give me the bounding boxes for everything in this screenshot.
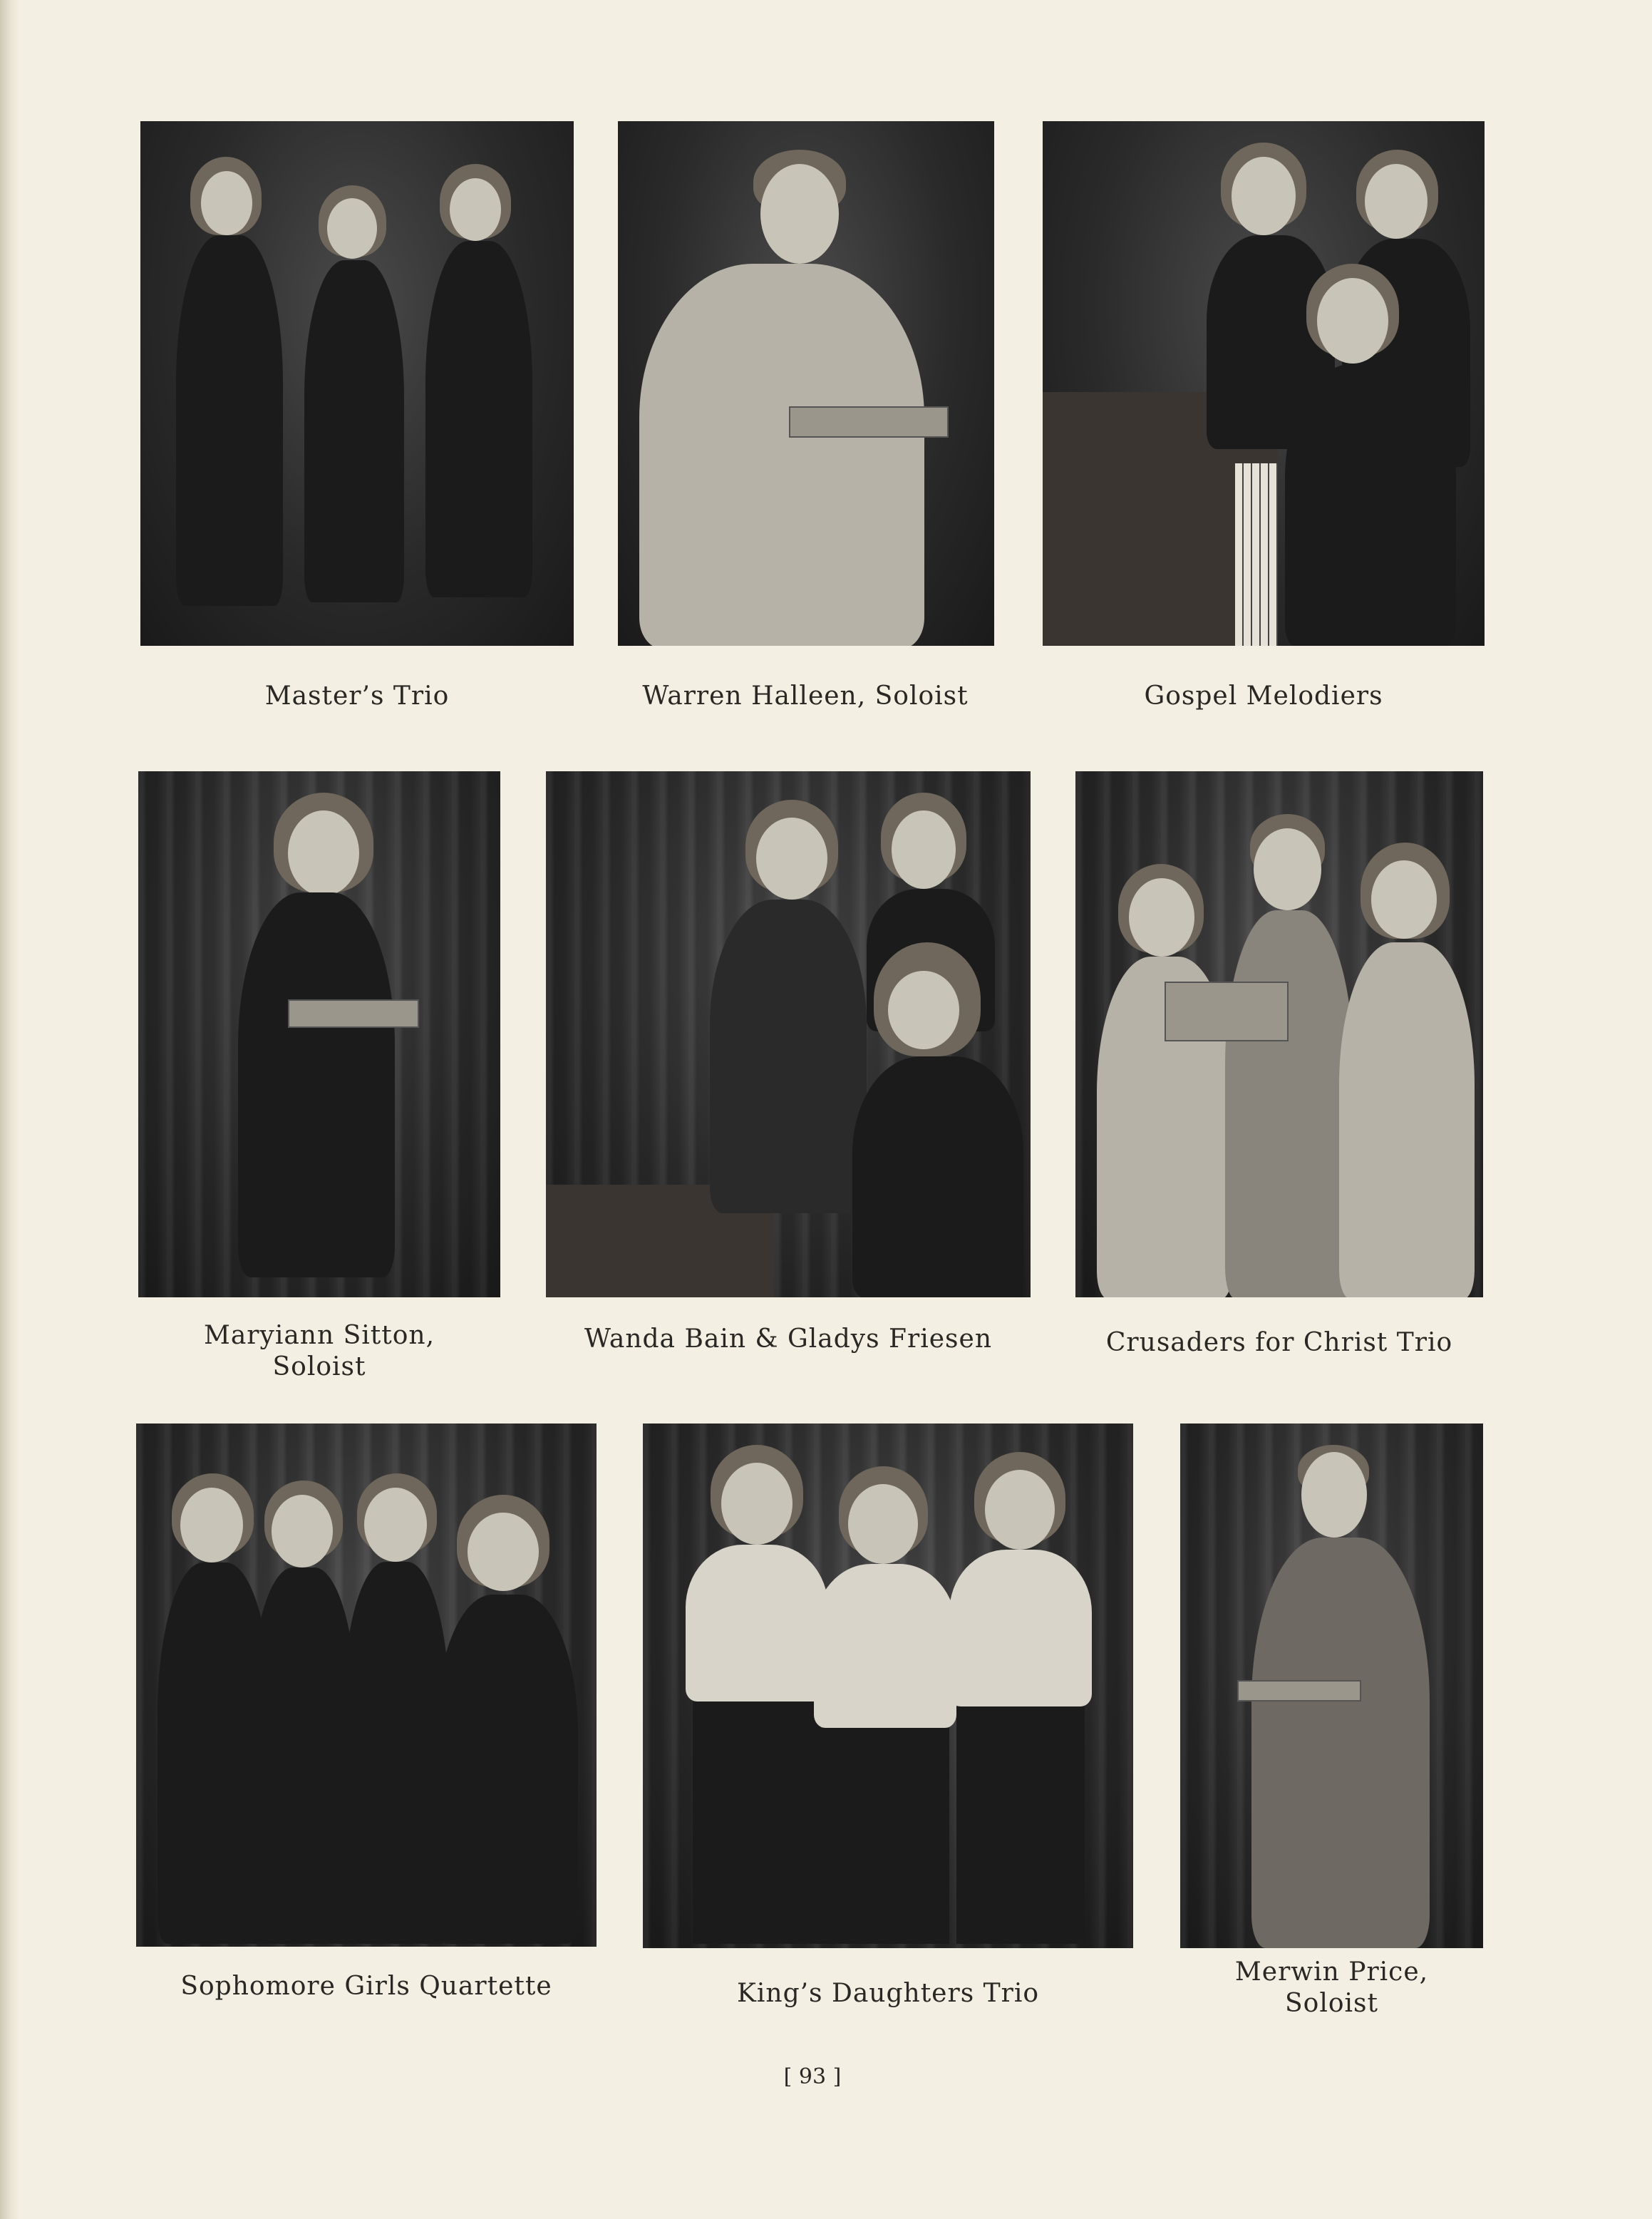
- caption-masters-trio: Master’s Trio: [264, 681, 450, 711]
- photo-masters-trio: [140, 121, 574, 646]
- photo-merwin-price: [1180, 1423, 1483, 1948]
- photo-warren-halleen: [618, 121, 994, 646]
- caption-maryiann-sitton: Maryiann Sitton, Soloist: [203, 1321, 435, 1381]
- caption-crusaders-for-christ-trio: Crusaders for Christ Trio: [1105, 1328, 1453, 1357]
- photo-wanda-bain-gladys-friesen: [546, 771, 1031, 1297]
- photo-crusaders-for-christ-trio: [1075, 771, 1483, 1297]
- caption-kings-daughters-trio: King’s Daughters Trio: [736, 1979, 1040, 2008]
- caption-merwin-price: Merwin Price, Soloist: [1234, 1957, 1429, 2018]
- page-binding-shadow: [0, 0, 20, 2219]
- photo-gospel-melodiers: [1043, 121, 1485, 646]
- page-number: [ 93 ]: [783, 2064, 842, 2089]
- caption-sophomore-girls-quartette: Sophomore Girls Quartette: [180, 1972, 552, 2001]
- photo-sophomore-girls-quartette: [136, 1423, 597, 1947]
- photo-kings-daughters-trio: [643, 1423, 1133, 1948]
- caption-gospel-melodiers: Gospel Melodiers: [1144, 681, 1383, 711]
- caption-wanda-bain-gladys-friesen: Wanda Bain & Gladys Friesen: [584, 1324, 993, 1354]
- photo-maryiann-sitton: [138, 771, 500, 1297]
- caption-warren-halleen: Warren Halleen, Soloist: [642, 681, 969, 711]
